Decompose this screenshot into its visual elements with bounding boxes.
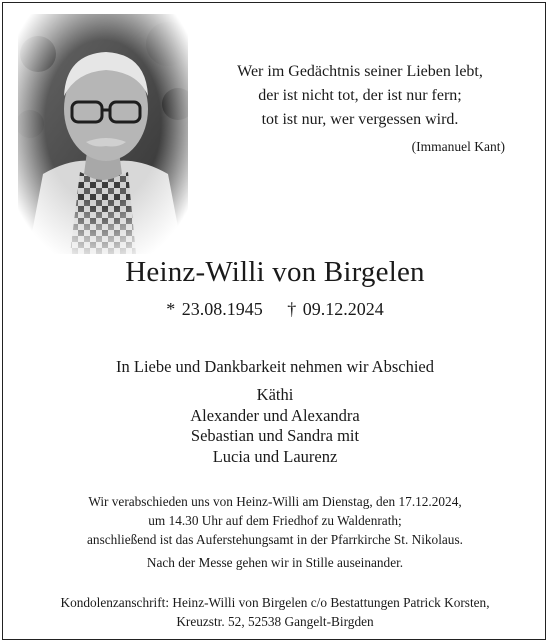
service-line: anschließend ist das Auferstehungsamt in der Pfarrkirche St. Nikolaus. — [87, 532, 463, 547]
family-member: Käthi — [256, 385, 294, 404]
stille-note: Nach der Messe gehen wir in Stille auseinander. — [146, 555, 404, 570]
birth-date: * 23.08.1945 — [166, 299, 263, 319]
condolence-address — [0, 593, 550, 631]
life-dates — [0, 299, 550, 320]
family-member: Sebastian und Sandra mit — [190, 426, 360, 445]
quote-line: tot ist nur, wer vergessen wird. — [261, 111, 459, 128]
farewell-text: In Liebe und Dankbarkeit nehmen wir Abschied — [116, 357, 434, 376]
service-info — [0, 492, 550, 549]
deceased-name: Heinz-Willi von Birgelen — [125, 256, 425, 288]
family-member: Lucia und Laurenz — [212, 446, 338, 466]
quote-author: (Immanuel Kant) — [411, 139, 505, 154]
death-date: † 09.12.2024 — [287, 299, 384, 319]
quote — [190, 60, 530, 132]
service-line: um 14.30 Uhr auf dem Friedhof zu Waldenrath; — [148, 513, 402, 528]
portrait-photo — [18, 14, 188, 254]
family-list — [0, 385, 550, 467]
quote-line: der ist nicht tot, der ist nur fern; — [258, 87, 462, 104]
service-line: Wir verabschieden uns von Heinz-Willi am Dienstag, den 17.12.2024, — [88, 494, 462, 509]
family-member: Alexander und Alexandra — [190, 405, 360, 425]
contact-line: Kreuzstr. 52, 52538 Gangelt-Birgden — [176, 614, 374, 629]
contact-line: Kondolenzanschrift: Heinz-Willi von Birgelen c/o Bestattungen Patrick Korsten, — [60, 595, 490, 610]
quote-line: Wer im Gedächtnis seiner Lieben lebt, — [237, 63, 483, 80]
